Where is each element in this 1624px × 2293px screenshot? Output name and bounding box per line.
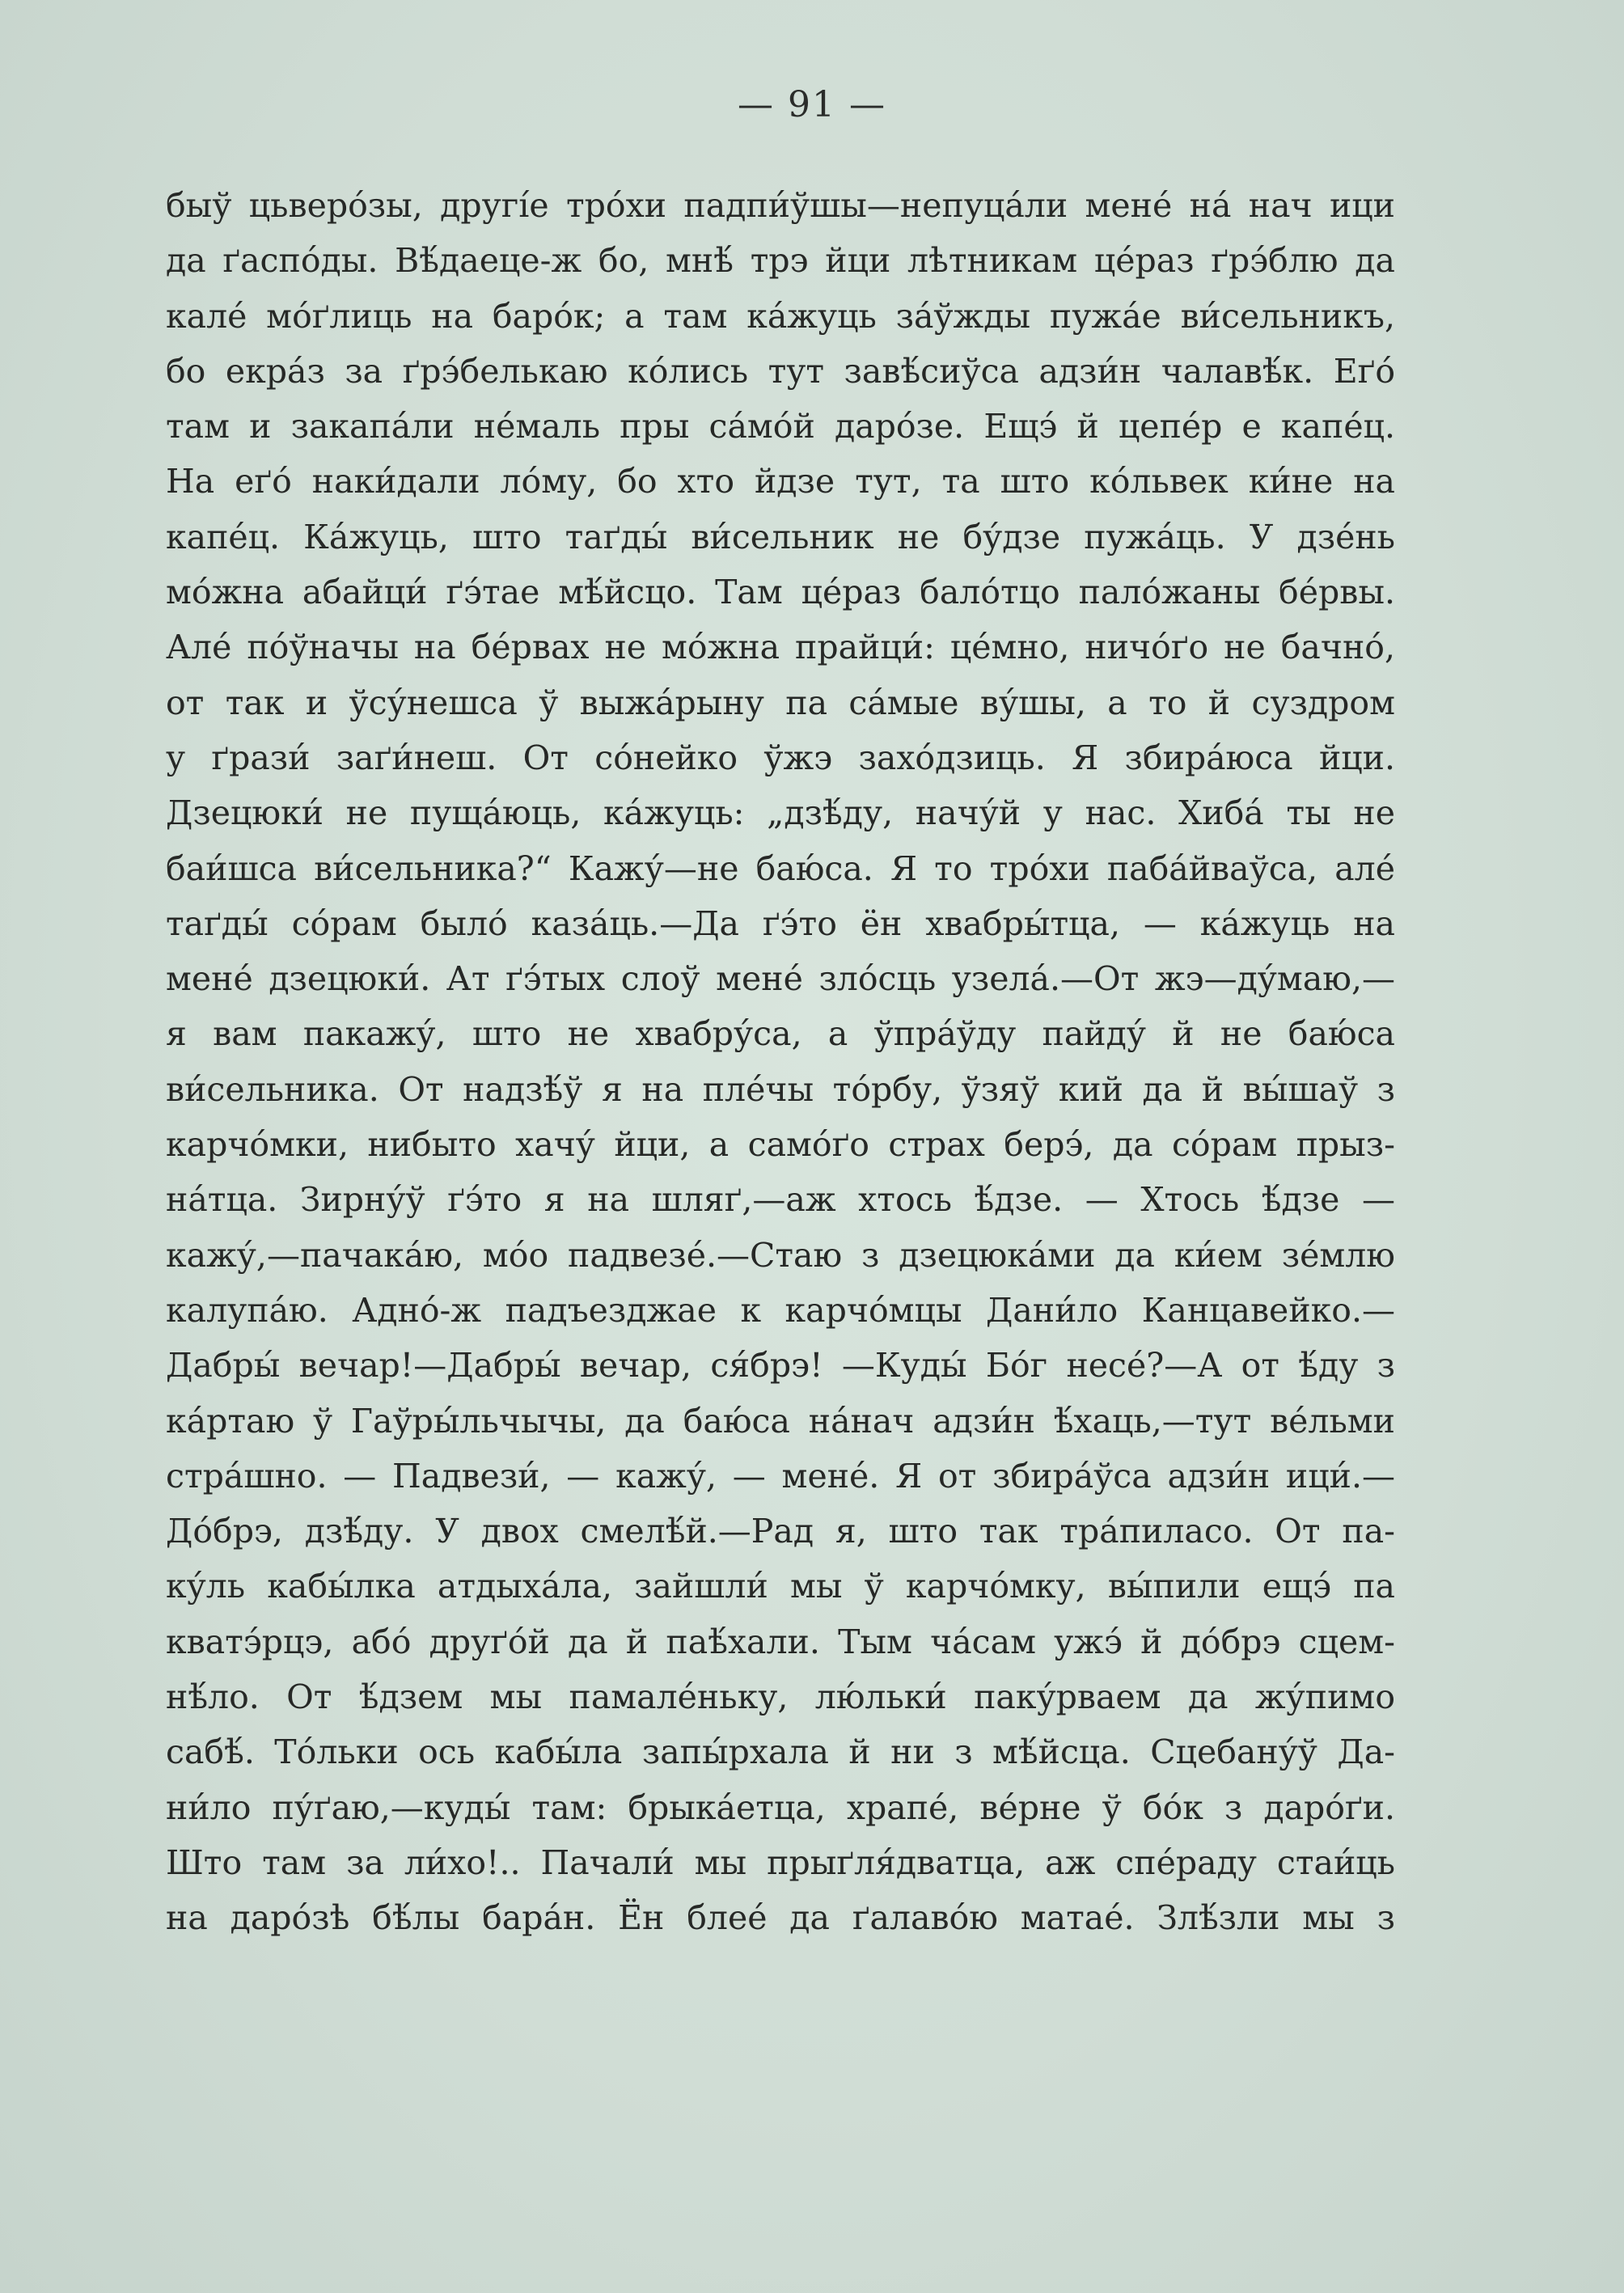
text-line: кáртаю ў Гаўры́льчычы, да баю́са нáнач адзи́н ѣ́хаць,—тут вéльми [166,1401,1395,1441]
text-line: таґды́ со́рам было́ казáць.—Да ґэ́то ён хвабры́тца, — кáжуць на [166,903,1395,943]
text-line: Дабры́ вечар!—Дабры́ вечар, ся́брэ! —Куды́ Бо́г несé?—А от ѣ́ду з [166,1346,1395,1386]
text-line: Алé по́ўначы на бéрвах не мо́жна прайци́: цéмно, ничо́ґо не бачно́, [166,628,1395,667]
text-line: карчо́мки, нибыто хачу́ йци, а само́ґо страх берэ́, да со́рам прыз- [166,1125,1395,1165]
text-line: ку́ль кабы́лка атдыхáла, зайшли́ мы ў карчо́мку, вы́пили ещэ́ па [166,1567,1395,1606]
text-line: менé дзецюки́. Ат ґэ́тых слоў менé зло́сць узелá.—От жэ—ду́маю,— [166,959,1395,999]
text-line: я вам пакажу́, што не хвабру́са, а ўпрáўду пайду́ й не баю́са [166,1014,1395,1054]
text-line: нѣ́ло. От ѣ́дзем мы памалéньку, лю́льки́ паку́рваем да жу́пимо [166,1677,1395,1717]
text-line: сабѣ́. То́льки ось кабы́ла запы́рхала й ни з мѣ́йсца. Сцебану́ў Да- [166,1732,1395,1772]
text-line: Дзецюки́ не пущáюць, кáжуць: „дзѣ́ду, начу́й у нас. Хибá ты не [166,793,1395,833]
text-line: ви́сельника. От надзѣ́ў я на плéчы то́рбу, ўзяў кий да й вы́шаў з [166,1069,1395,1109]
text-line: нáтца. Зирну́ў ґэ́то я на шляґ,—аж хтось ѣ́дзе. — Хтось ѣ́дзе — [166,1180,1395,1220]
text-line: калупáю. Адно́-ж падъезджае к карчо́мцы Дани́ло Канцавейко.— [166,1290,1395,1330]
text-line: капéц. Кáжуць, што таґды́ ви́сельник не бу́дзе пужáць. У дзéнь [166,517,1395,556]
text-line: стрáшно. — Падвези́, — кажу́, — менé. Я от збирáўса адзи́н ици́.— [166,1456,1395,1496]
text-line: На еґо́ наки́дали ло́му, бо хто йдзе тут, та што ко́львек ки́не на [166,462,1395,501]
text-line: ни́ло пу́ґаю,—куды́ там: брыкáетца, храпé, вéрне ў бо́к з даро́ґи. [166,1787,1395,1827]
text-line: кажу́,—пачакáю, мо́о падвезé.—Стаю з дзецюкáми да ки́ем зéмлю [166,1235,1395,1275]
text-line: До́брэ, дзѣ́ду. У двох смелѣ́й.—Рад я, што так трáпиласо. От па- [166,1512,1395,1551]
text-line: Што там за ли́хо!.. Пачали́ мы прыґля́дватца, аж спéраду стаи́ць [166,1842,1395,1882]
text-line: мо́жна абайци́ ґэ́тае мѣ́йсцо. Там цéраз бало́тцо пало́жаны бéрвы. [166,573,1395,612]
text-line: кватэ́рцэ, або́ друґо́й да й паѣ́хали. Тым чáсам ужэ́ й до́брэ сцем- [166,1622,1395,1661]
body-text [166,178,1395,1946]
text-line: бо екрáз за ґрэ́белькаю ко́лись тут завѣ́сиўса адзи́н чалавѣ́к. Еґо́ [166,351,1395,391]
text-line: на даро́зѣ бѣ́лы бара́н. Ён блеé да ґалаво́ю матаé. Злѣ́зли мы з [166,1898,1395,1938]
text-line: у ґрази́ заґи́неш. От со́нейко ўжэ захо́дзиць. Я збирáюса йци. [166,738,1395,777]
text-line: там и закапáли нéмаль пры сáмо́й даро́зе. Ещэ́ й цепéр е капéц. [166,407,1395,446]
text-line: от так и ўсу́нешса ў выжáрыну па сáмые ву́шы, а то й суздром [166,683,1395,722]
text-line: да ґаспо́ды. Вѣ́даеце-ж бо, мнѣ́ трэ йци лѣтникам цéраз ґрэ́блю да [166,241,1395,281]
text-line: быў цьверо́зы, другі́е тро́хи падпи́ўшы—непуцáли менé нá нач ици [166,186,1395,225]
text-line: баи́шса ви́сельника?“ Кажу́—не баю́са. Я то тро́хи пабáйваўса, алé [166,848,1395,888]
page-number: — 91 — [738,84,886,125]
text-line: калé мо́ґлиць на баро́к; а там кáжуць зáўжды пужáе ви́сельникъ, [166,296,1395,336]
